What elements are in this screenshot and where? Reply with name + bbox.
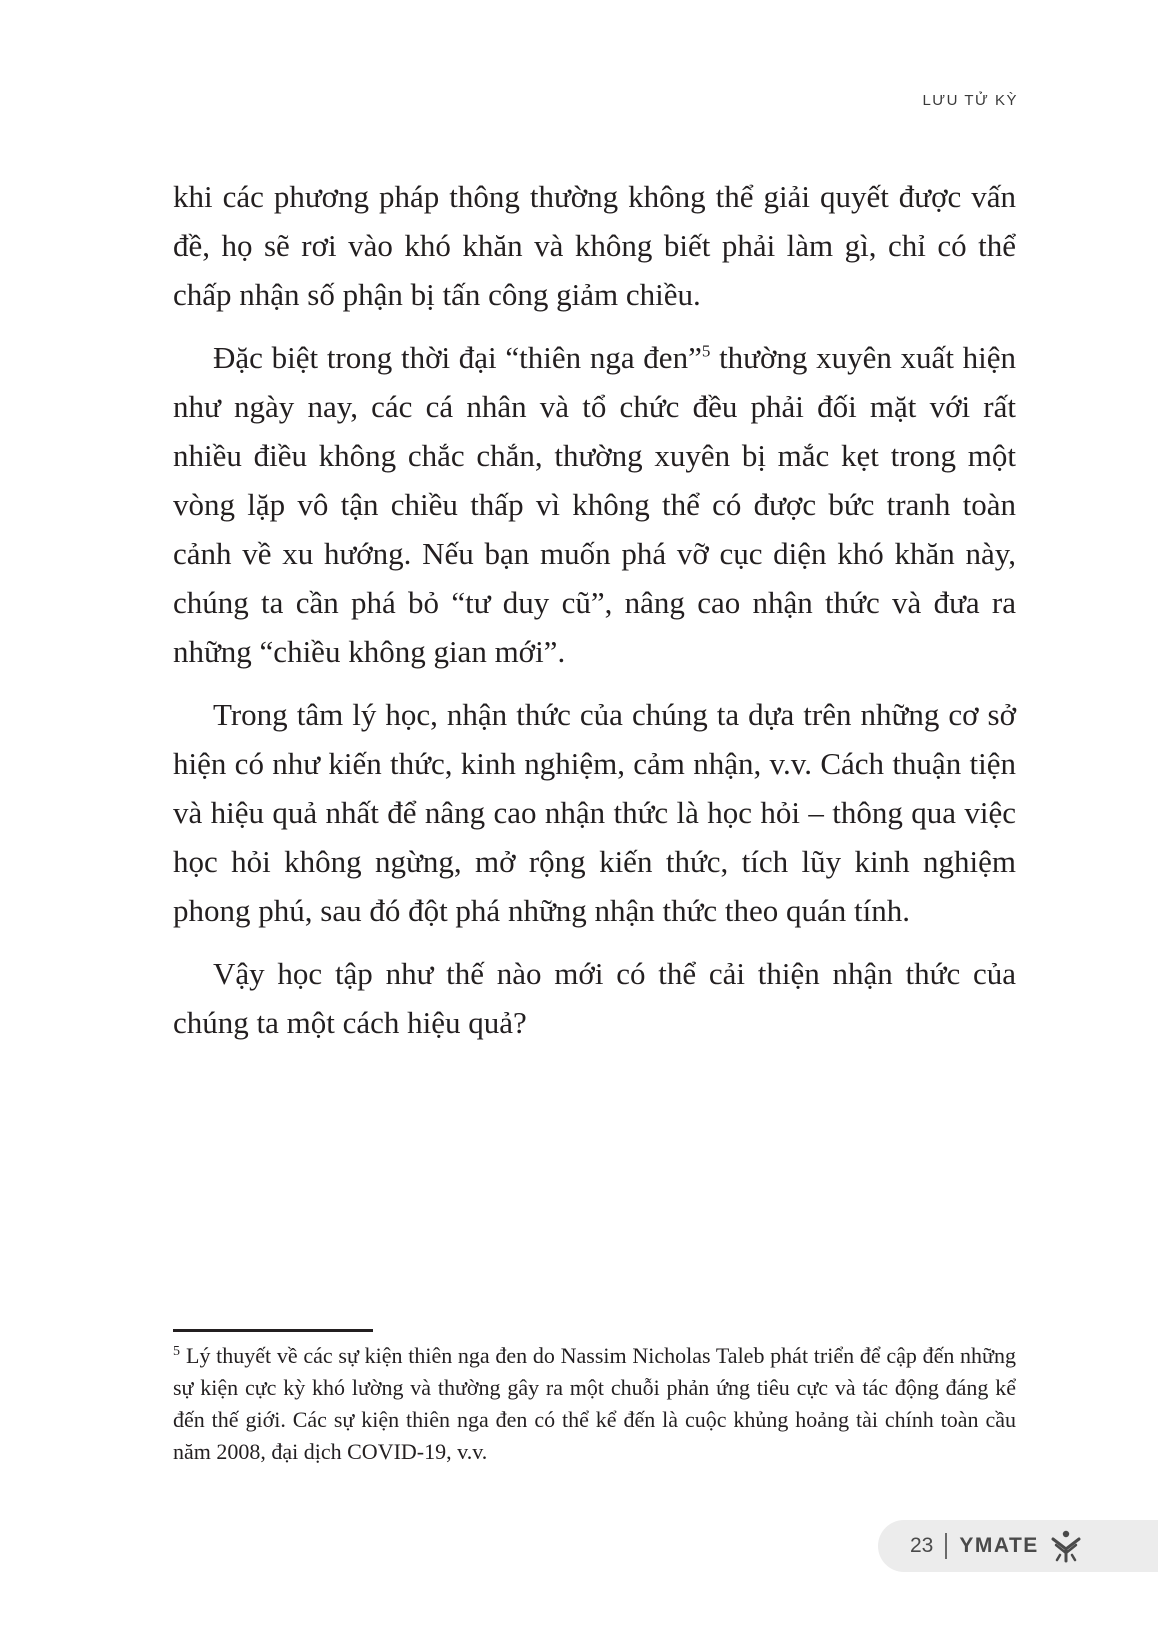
page-number: 23 (910, 1534, 934, 1557)
brand-logo-icon (1049, 1529, 1083, 1563)
running-header: LƯU TỬ KỲ (922, 92, 1018, 109)
paragraph-3: Trong tâm lý học, nhận thức của chúng ta dựa trên những cơ sở hiện có như kiến thức, kinh nghiệm, cảm nhận, v.v. Cách thuận tiện và hiệu quả nhất để nâng cao nhận thức là học hỏi – thông qua việc học hỏi không ngừng, mở rộng kiến thức, tích lũy kinh nghiệm phong phú, sau đó đột phá những nhận thức theo quán tính. (173, 697, 1016, 928)
paragraph-2 (173, 333, 1016, 676)
page-footer (878, 1520, 1158, 1572)
paragraph-2-lead: Đặc biệt trong thời đại “thiên nga đen” (213, 340, 702, 375)
footnote (173, 1340, 1016, 1468)
footnote-text: Lý thuyết về các sự kiện thiên nga đen do Nassim Nicholas Taleb phát triển để cập đến những sự kiện cực kỳ khó lường và thường gây ra một chuỗi phản ứng tiêu cực và tác động đáng kể đến thế giới. Các sự kiện thiên nga đen có thể kể đến là cuộc khủng hoảng tài chính toàn cầu năm 2008, đại dịch COVID-19, v.v. (173, 1343, 1016, 1464)
body-text (173, 172, 1016, 1061)
footnote-divider (173, 1329, 373, 1332)
paragraph-1: khi các phương pháp thông thường không thể giải quyết được vấn đề, họ sẽ rơi vào khó khăn và không biết phải làm gì, chỉ có thể chấp nhận số phận bị tấn công giảm chiều. (173, 179, 1016, 312)
paragraph-2-rest: thường xuyên xuất hiện như ngày nay, các cá nhân và tổ chức đều phải đối mặt với rất nhiều điều không chắc chắn, thường xuyên bị mắc kẹt trong một vòng lặp vô tận chiều thấp vì không thể có được bức tranh toàn cảnh về xu hướng. Nếu bạn muốn phá vỡ cục diện khó khăn này, chúng ta cần phá bỏ “tư duy cũ”, nâng cao nhận thức và đưa ra những “chiều không gian mới”. (173, 340, 1017, 669)
paragraph-4: Vậy học tập như thế nào mới có thể cải thiện nhận thức của chúng ta một cách hiệu quả? (173, 956, 1016, 1040)
footnote-reference[interactable]: 5 (701, 341, 711, 361)
footer-divider (945, 1533, 947, 1559)
footnote-number: 5 (173, 1343, 180, 1359)
brand-name: YMATE (959, 1534, 1039, 1557)
